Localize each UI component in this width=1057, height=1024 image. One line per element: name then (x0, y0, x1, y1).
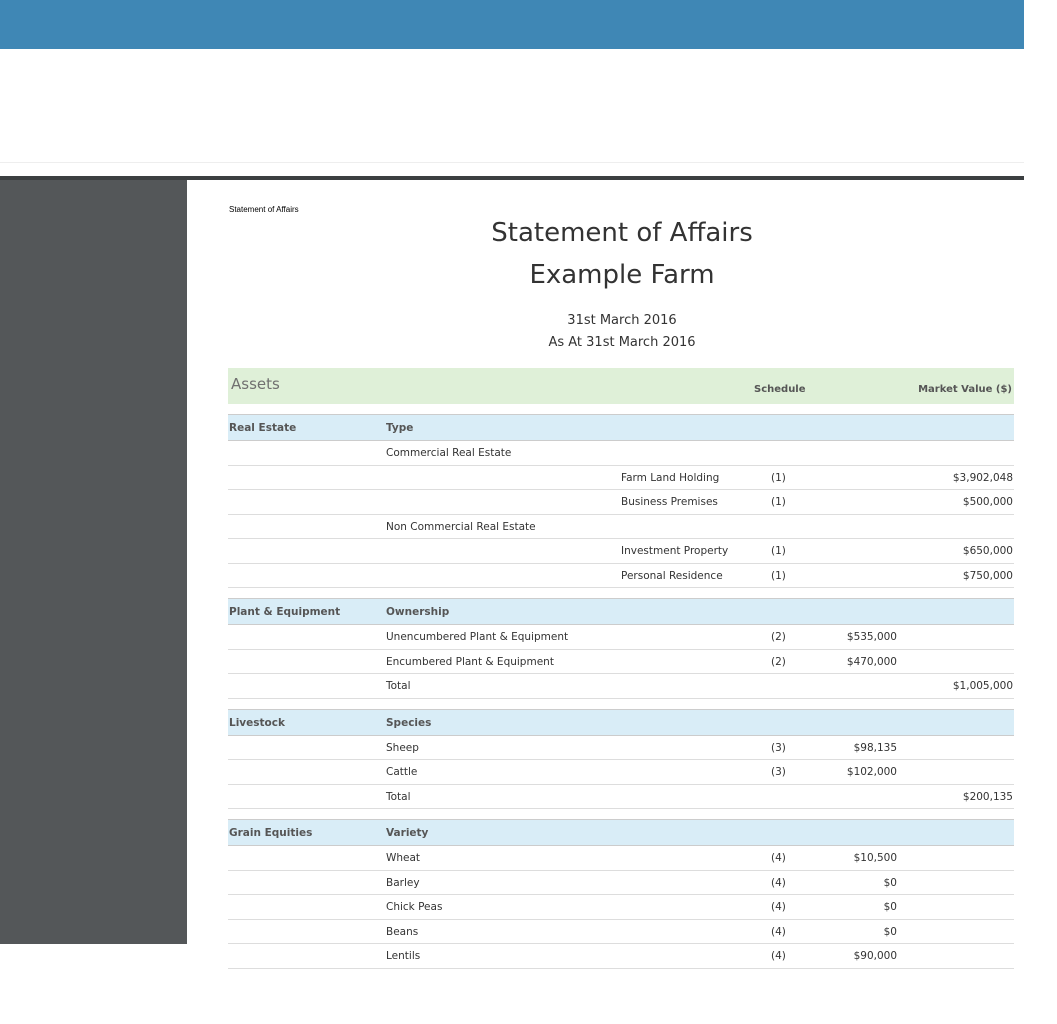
table-row (228, 650, 1014, 675)
cell-col3: Business Premises (621, 496, 718, 508)
cell-col2: Lentils (386, 950, 421, 962)
cell-col2: Ownership (386, 606, 450, 618)
cell-col4: (1) (771, 471, 786, 484)
table-row (228, 871, 1014, 896)
table-row (228, 441, 1014, 466)
section-header-row (228, 598, 1014, 625)
cell-col5: $535,000 (846, 631, 897, 643)
table-spacer (228, 809, 1014, 819)
table-row (228, 846, 1014, 871)
page-header-label: Statement of Affairs (229, 205, 299, 214)
table-row (228, 944, 1014, 969)
document-page (187, 180, 1024, 962)
cell-col4: (4) (771, 950, 786, 962)
cell-col4: (1) (771, 545, 786, 557)
cell-col2: Chick Peas (386, 901, 443, 913)
section-header-row (228, 709, 1014, 736)
table-row (228, 674, 1014, 699)
cell-col4: (3) (771, 741, 786, 754)
table-spacer (228, 588, 1014, 598)
cell-col6: $750,000 (962, 569, 1013, 582)
cell-col4: (2) (771, 631, 786, 643)
table-row (228, 736, 1014, 761)
cell-col6: $3,902,048 (952, 471, 1013, 484)
assets-table (228, 414, 1014, 969)
cell-col5: $0 (883, 925, 897, 938)
cell-col2: Type (386, 422, 414, 434)
cell-col4: (4) (771, 925, 786, 938)
section-header-row (228, 819, 1014, 846)
table-row (228, 466, 1014, 491)
cell-col4: (1) (771, 569, 786, 582)
cell-col2: Total (386, 790, 411, 803)
document-viewer[interactable] (0, 176, 1024, 962)
section-header-row (228, 414, 1014, 441)
assets-header (228, 368, 1014, 404)
cell-col1: Plant & Equipment (229, 606, 341, 618)
cell-col3: Investment Property (621, 545, 729, 557)
cell-col5: $470,000 (846, 655, 897, 668)
table-row (228, 625, 1014, 650)
cell-col5: $90,000 (853, 950, 897, 962)
market-value-column-header: Market Value ($) (918, 384, 1012, 395)
table-row (228, 785, 1014, 810)
cell-col2: Variety (386, 827, 429, 839)
cell-col2: Beans (386, 925, 419, 938)
cell-col1: Livestock (229, 716, 285, 729)
report-date: 31st March 2016 (567, 313, 677, 328)
table-row (228, 760, 1014, 785)
top-app-bar (0, 0, 1024, 49)
cell-col2: Total (386, 680, 411, 692)
cell-col3: Farm Land Holding (621, 471, 720, 484)
schedule-column-header: Schedule (754, 384, 806, 395)
assets-heading: Assets (231, 375, 280, 393)
cell-col4: (2) (771, 655, 786, 668)
cell-col6: $650,000 (962, 545, 1013, 557)
cell-col5: $0 (883, 901, 897, 913)
cell-col2: Unencumbered Plant & Equipment (386, 631, 569, 643)
cell-col5: $98,135 (853, 741, 897, 754)
cell-col4: (4) (771, 876, 786, 889)
cell-col3: Personal Residence (621, 569, 723, 582)
cell-col5: $10,500 (853, 852, 897, 864)
table-row (228, 515, 1014, 540)
table-row (228, 564, 1014, 589)
cell-col2: Barley (386, 876, 420, 889)
table-row (228, 895, 1014, 920)
table-row (228, 920, 1014, 945)
report-subtitle: Example Farm (529, 260, 715, 290)
report-title: Statement of Affairs (491, 218, 753, 248)
cell-col4: (3) (771, 766, 786, 778)
report-as-at: As At 31st March 2016 (548, 335, 696, 350)
cell-col6: $200,135 (962, 790, 1013, 803)
toolbar-area (0, 49, 1024, 163)
cell-col2: Species (386, 716, 432, 729)
cell-col2: Non Commercial Real Estate (386, 520, 536, 533)
cell-col1: Grain Equities (229, 827, 313, 839)
table-row (228, 490, 1014, 515)
cell-col2: Commercial Real Estate (386, 447, 512, 459)
table-row (228, 539, 1014, 564)
cell-col6: $1,005,000 (952, 680, 1013, 692)
cell-col2: Sheep (386, 741, 419, 754)
cell-col2: Encumbered Plant & Equipment (386, 655, 554, 668)
table-spacer (228, 699, 1014, 709)
cell-col2: Wheat (386, 852, 421, 864)
cell-col5: $102,000 (846, 766, 897, 778)
cell-col2: Cattle (386, 766, 418, 778)
cell-col5: $0 (883, 876, 897, 889)
cell-col6: $500,000 (962, 496, 1013, 508)
cell-col1: Real Estate (229, 422, 297, 434)
cell-col4: (4) (771, 852, 786, 864)
cell-col4: (1) (771, 496, 786, 508)
cell-col4: (4) (771, 901, 786, 913)
